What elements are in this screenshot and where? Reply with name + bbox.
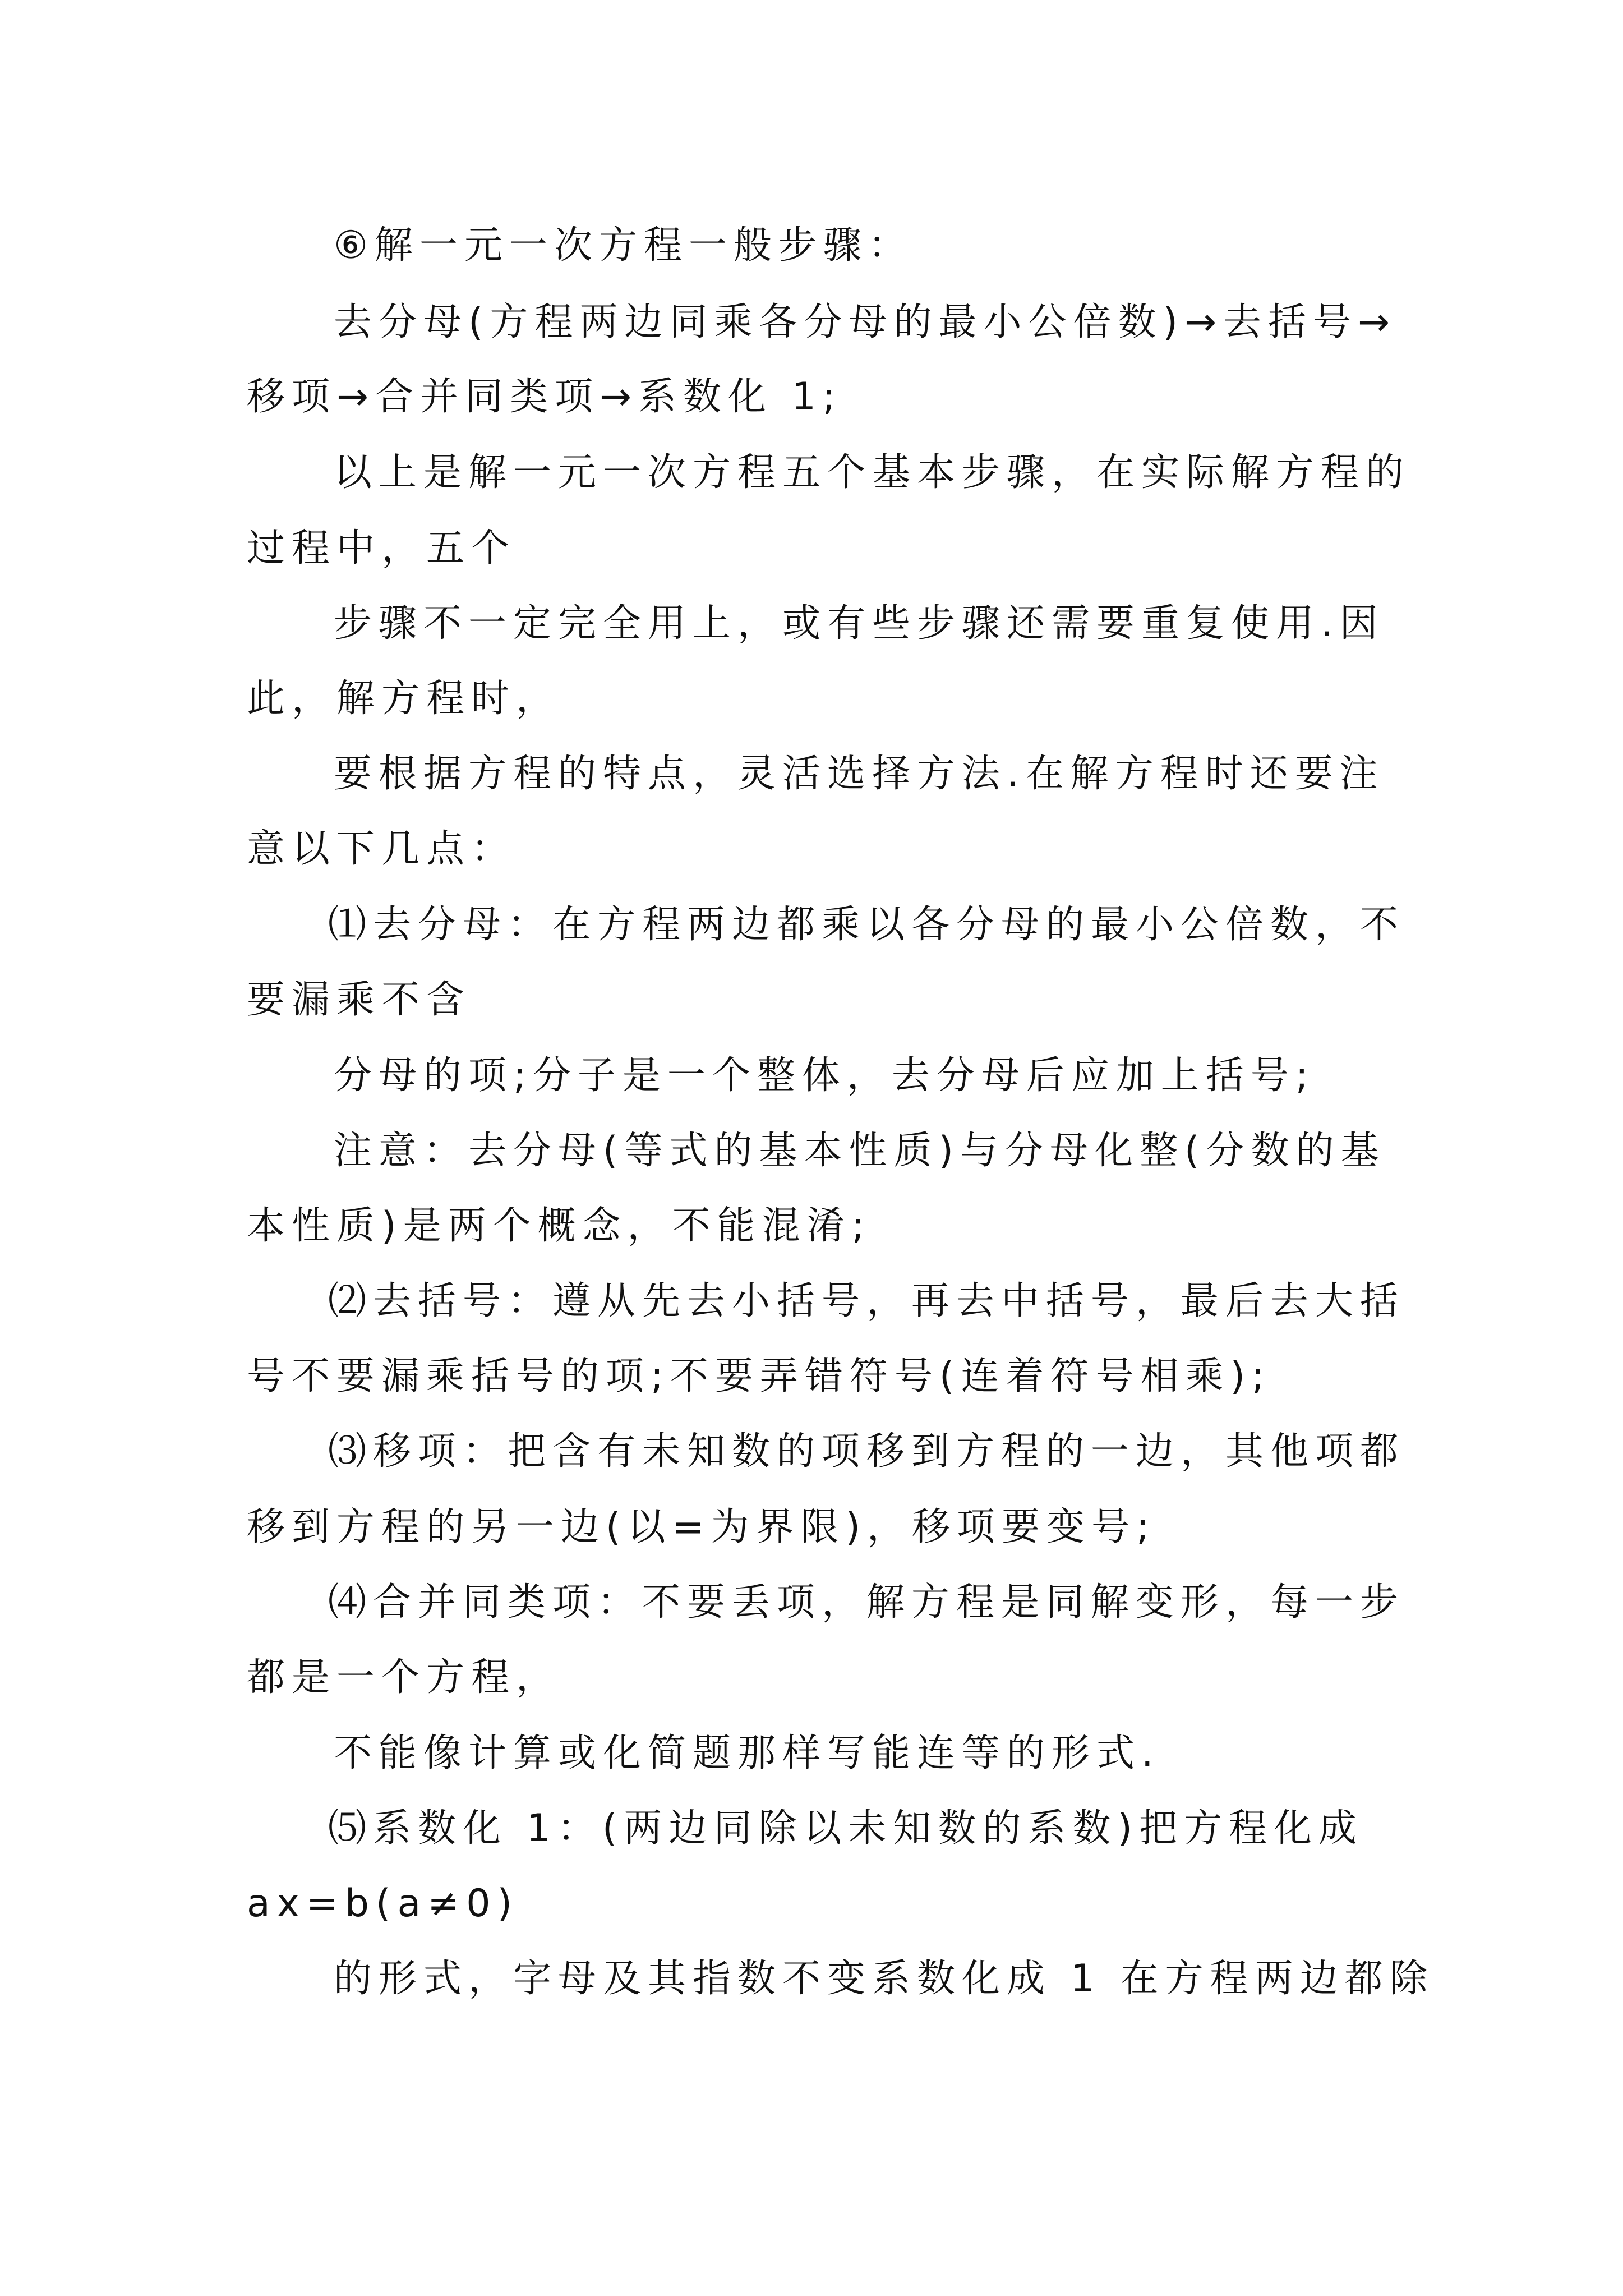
item-4-line: 都是一个方程， (247, 1655, 561, 1700)
item-1-line: 要漏乘不含 (247, 978, 472, 1022)
item-1-line: 分母的项;分子是一个整体，去分母后应加上括号; (334, 1053, 1315, 1098)
item-3-line: ⑶移项：把含有未知数的项移到方程的一边，其他项都 (328, 1429, 1405, 1474)
steps-sequence-line-2: 移项→合并同类项→系数化 1; (247, 375, 842, 419)
item-1-line: ⑴去分母：在方程两边都乘以各分母的最小公倍数，不 (328, 903, 1405, 947)
item-2-line: ⑵去括号：遵从先去小括号，再去中括号，最后去大括 (328, 1279, 1405, 1323)
paragraph-line: 过程中，五个 (247, 526, 517, 570)
paragraph-line: 要根据方程的特点，灵活选择方法.在解方程时还要注 (334, 752, 1385, 796)
paragraph-line: 以上是解一元一次方程五个基本步骤，在实际解方程的 (334, 450, 1411, 495)
item-3-line: 移到方程的另一边(以=为界限)，移项要变号; (247, 1505, 1156, 1549)
steps-sequence-line-1: 去分母(方程两边同乘各分母的最小公倍数)→去括号→ (334, 300, 1397, 344)
item-4-line: 不能像计算或化简题那样写能连等的形式. (334, 1731, 1160, 1775)
paragraph-line: 此，解方程时， (247, 677, 561, 721)
item-4-line: ⑷合并同类项：不要丢项，解方程是同解变形，每一步 (328, 1580, 1405, 1625)
note-line: 注意：去分母(等式的基本性质)与分母化整(分数的基 (334, 1129, 1386, 1173)
item-5-line: ⑸系数化 1：(两边同除以未知数的系数)把方程化成 (328, 1806, 1363, 1851)
paragraph-line: 步骤不一定完全用上，或有些步骤还需要重复使用.因 (334, 601, 1385, 646)
paragraph-line: 意以下几点： (247, 827, 517, 871)
note-line: 本性质)是两个概念，不能混淆; (247, 1204, 872, 1248)
step-heading: ⑥解一元一次方程一般步骤： (334, 223, 913, 268)
item-5-formula: ax=b(a≠0) (247, 1881, 519, 1926)
item-5-line: 的形式，字母及其指数不变系数化成 1 在方程两边都除 (334, 1957, 1435, 2001)
item-2-line: 号不要漏乘括号的项;不要弄错符号(连着符号相乘); (247, 1354, 1271, 1398)
